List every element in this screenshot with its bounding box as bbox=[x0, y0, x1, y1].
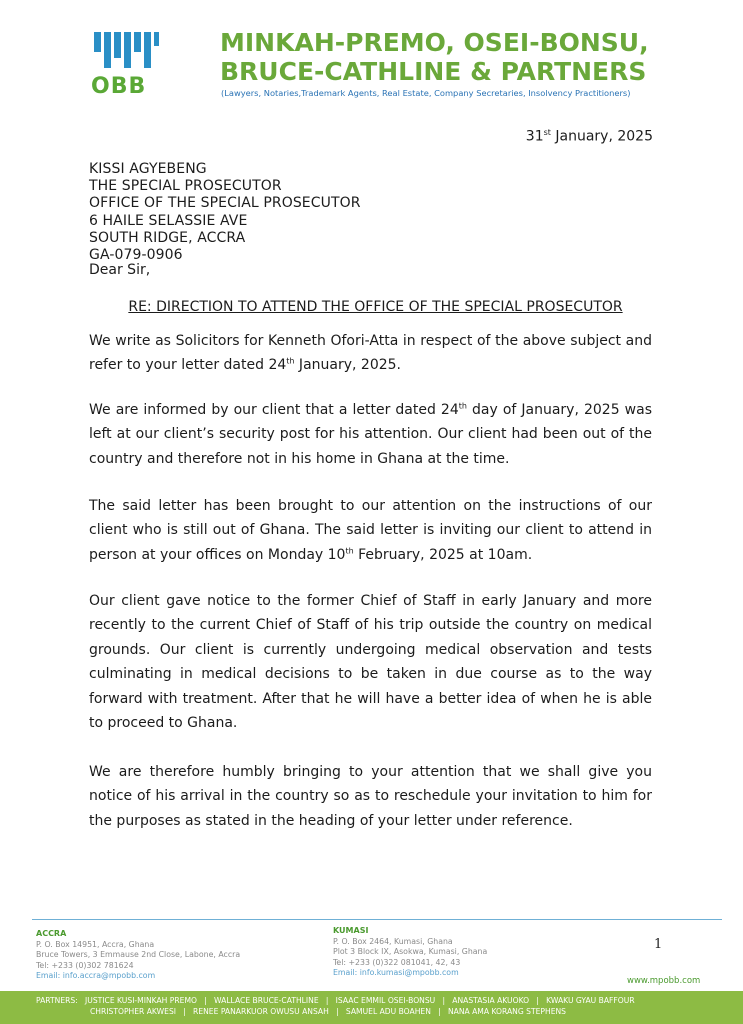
footer-kumasi bbox=[333, 926, 487, 979]
footer-accra-email[interactable]: Email: info.accra@mpobb.com bbox=[36, 971, 156, 981]
footer-kumasi-line: Plot 3 Block IX, Asokwa, Kumasi, Ghana bbox=[333, 947, 488, 957]
recipient-address bbox=[89, 161, 361, 264]
address-line: OFFICE OF THE SPECIAL PROSECUTOR bbox=[89, 195, 361, 212]
page-number: 1 bbox=[654, 937, 663, 952]
address-line: SOUTH RIDGE, ACCRA bbox=[89, 229, 246, 246]
partners-line1: PARTNERS: JUSTICE KUSI-MINKAH PREMO | WALLACE BRUCE-CATHLINE | ISAAC EMMIL OSEI-BONSU | ANASTASIA AKUOKO | KWAKU GYAU BAFFOUR bbox=[36, 996, 635, 1005]
footer-kumasi-city: KUMASI bbox=[333, 926, 369, 935]
firm-name-line1: MINKAH-PREMO, OSEI-BONSU, bbox=[220, 28, 649, 57]
footer-kumasi-email[interactable]: Email: info.kumasi@mpobb.com bbox=[333, 968, 459, 978]
firm-services: (Lawyers, Notaries,Trademark Agents, Real Estate, Company Secretaries, Insolvency Practitioners) bbox=[221, 88, 631, 98]
footer-accra-line: Tel: +233 (0)302 781624 bbox=[36, 960, 134, 970]
firm-logo bbox=[91, 28, 159, 98]
footer-accra-line: P. O. Box 14951, Accra, Ghana bbox=[36, 939, 155, 949]
logo-text: OBB bbox=[91, 74, 147, 99]
website-link[interactable]: www.mpobb.com bbox=[627, 976, 701, 986]
footer-kumasi-line: P. O. Box 2464, Kumasi, Ghana bbox=[333, 936, 453, 946]
body-paragraph-1: We write as Solicitors for Kenneth Ofori-Atta in respect of the above subject and refer to your letter dated 24th January, 2025. bbox=[89, 333, 652, 374]
footer-divider bbox=[32, 919, 722, 920]
partners-band bbox=[0, 991, 743, 1024]
partners-line2: CHRISTOPHER AKWESI | RENEE PANARKUOR OWUSU ANSAH | SAMUEL ADU BOAHEN | NANA AMA KORANG STEPHENS bbox=[90, 1007, 566, 1016]
salutation: Dear Sir, bbox=[89, 262, 151, 278]
footer-accra bbox=[36, 929, 240, 982]
subject-heading: RE: DIRECTION TO ATTEND THE OFFICE OF THE SPECIAL PROSECUTOR bbox=[128, 299, 623, 315]
footer-kumasi-line: Tel: +233 (0)322 081041, 42, 43 bbox=[333, 957, 461, 967]
body-paragraph-2: We are informed by our client that a letter dated 24th day of January, 2025 was left at our client’s security post for his attention. Our client had been out of the country and therefore not in his home in Ghana at the time. bbox=[89, 401, 652, 467]
firm-name bbox=[220, 28, 670, 86]
body-paragraph-5: We are therefore humbly bringing to your attention that we shall give you notice of his arrival in the country so as to reschedule your invitation to him for the purposes as stated in the heading of your letter under reference. bbox=[89, 764, 652, 829]
address-line: KISSI AGYEBENG bbox=[89, 161, 207, 177]
address-line: THE SPECIAL PROSECUTOR bbox=[89, 178, 282, 195]
footer-accra-line: Bruce Towers, 3 Emmause 2nd Close, Labone, Accra bbox=[36, 950, 241, 960]
footer-accra-city: ACCRA bbox=[36, 929, 67, 938]
letter-date: 31st January, 2025 bbox=[525, 128, 653, 145]
address-line: 6 HAILE SELASSIE AVE bbox=[89, 212, 248, 229]
firm-name-line2: BRUCE-CATHLINE & PARTNERS bbox=[220, 57, 647, 86]
address-line: GA-079-0906 bbox=[89, 247, 183, 264]
body-paragraph-4: Our client gave notice to the former Chief of Staff in early January and more recently to the current Chief of Staff of his trip outside the country on medical grounds. Our client is currently undergoing medical observation and tests culminating in medical decisions to be taken in due course as to the way forward with treatment. After that he will have a better idea of when he is able to proceed to Ghana. bbox=[89, 593, 652, 732]
body-paragraph-3: The said letter has been brought to our attention on the instructions of our client who is still out of Ghana. The said letter is inviting our client to attend in person at your offices on Monday 10th February, 2025 at 10am. bbox=[89, 498, 652, 563]
